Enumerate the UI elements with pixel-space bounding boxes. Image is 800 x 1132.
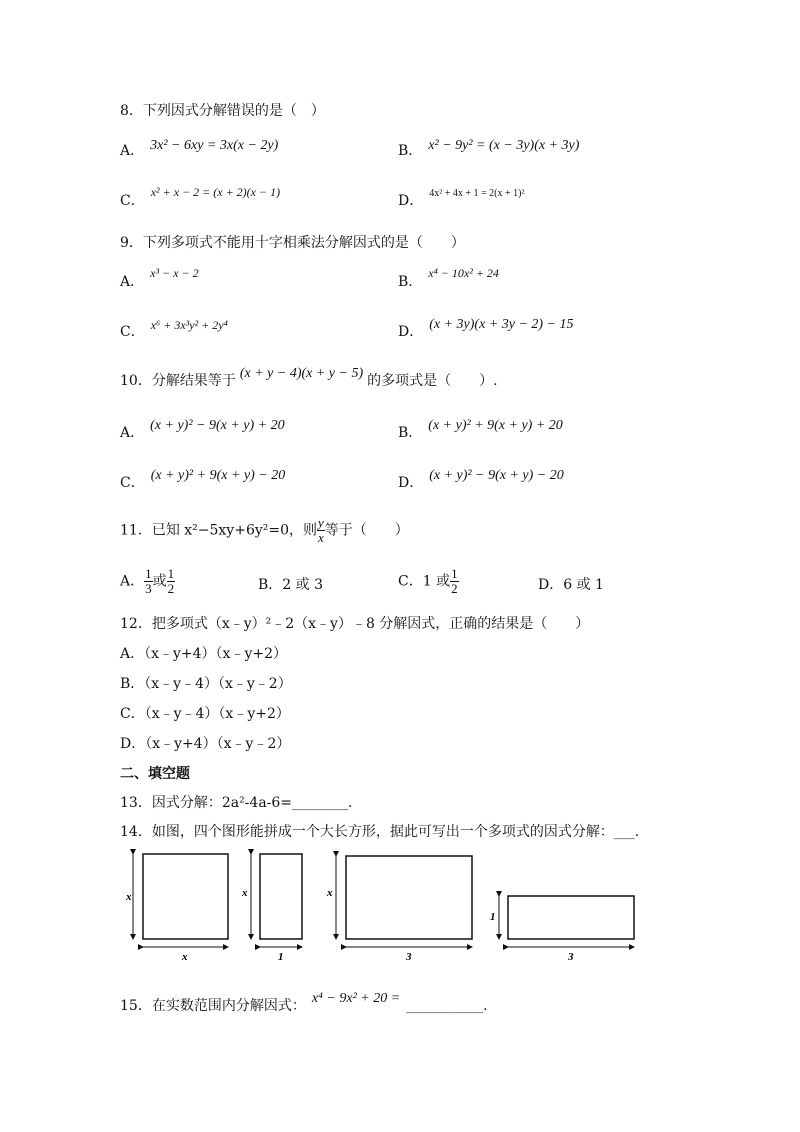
q11-option-a — [120, 567, 175, 596]
q15-text: 15．在实数范围内分解因式： — [120, 998, 306, 1014]
q12-option-c: C．（x﹣y﹣4）（x﹣y+2） — [120, 706, 290, 722]
shape-rect — [346, 856, 472, 939]
option-label: D． — [398, 475, 424, 491]
option-expr: (x + y)² + 9(x + y) − 20 — [150, 468, 286, 483]
q8-option-a — [120, 140, 278, 160]
q12-option-b: B．（x﹣y﹣4）（x﹣y﹣2） — [120, 676, 292, 692]
q12-option-a: A．（x﹣y+4）（x﹣y+2） — [120, 646, 287, 662]
dimension-label: 1 — [490, 911, 496, 923]
q11-stem — [120, 516, 409, 545]
shape-rect — [508, 896, 634, 939]
q15-stem — [120, 991, 488, 1015]
q11-fraction — [317, 516, 325, 545]
q11-option-d — [538, 574, 604, 594]
option-expr: x⁶ + 3x³y² + 2y⁴ — [150, 318, 228, 332]
dimension-label: x — [242, 887, 248, 899]
fraction — [144, 567, 153, 596]
figure-rect-x-1 — [241, 854, 302, 963]
fraction-numerator: 1 — [167, 566, 175, 581]
fraction-numerator: y — [318, 515, 324, 530]
figure-rect-1-3 — [490, 896, 634, 963]
q10-option-d — [398, 468, 564, 492]
section-title: 二、填空题 — [120, 766, 190, 782]
option-label: C． — [398, 573, 423, 590]
q9-option-b — [398, 266, 499, 291]
option-label: A． — [120, 425, 145, 441]
option-expr: 3x² − 6xy = 3x(x − 2y) — [150, 138, 279, 153]
q10-stem-suffix: 的多项式是（ ）. — [367, 373, 498, 389]
fraction-denominator: 2 — [167, 581, 175, 596]
fraction — [450, 567, 459, 596]
option-label: B． — [398, 143, 423, 159]
q10-option-c — [120, 468, 286, 492]
option-expr: x² − 9y² = (x − 3y)(x + 3y) — [428, 138, 580, 153]
option-joiner: 或 — [152, 573, 167, 590]
dimension-label: 3 — [406, 951, 412, 963]
dimension-label: x — [126, 891, 132, 903]
option-label: B． — [258, 577, 283, 593]
q9-option-d — [398, 317, 574, 341]
q11-option-c — [398, 567, 459, 596]
q10-stem — [120, 366, 498, 390]
option-text: 2 或 3 — [282, 577, 324, 593]
fraction — [167, 567, 176, 596]
option-label: B． — [398, 425, 423, 441]
q10-stem-prefix: 10．分解结果等于 — [120, 373, 236, 389]
q10-stem-expr: (x + y − 4)(x + y − 5) — [239, 366, 364, 381]
option-label: A． — [120, 573, 145, 590]
q8-option-b — [398, 140, 579, 160]
fraction-denominator: x — [318, 530, 324, 545]
q8-stem: 8．下列因式分解错误的是（ ） — [120, 103, 325, 119]
option-label: A． — [120, 274, 145, 290]
option-expr: (x + y)² + 9(x + y) + 20 — [428, 418, 563, 433]
figure-square-x-x — [125, 854, 228, 963]
fraction-numerator: 1 — [145, 566, 152, 581]
option-label: D． — [538, 577, 564, 593]
q11-stem-prefix: 11．已知 x²−5xy+6y²=0，则 — [120, 522, 318, 539]
shape-rect — [143, 854, 228, 939]
q9-option-a — [120, 266, 199, 291]
option-label: B． — [398, 274, 423, 290]
q9-stem: 9．下列多项式不能用十字相乘法分解因式的是（ ） — [120, 235, 465, 251]
q14-figures — [118, 846, 648, 966]
q12-option-d: D．（x﹣y+4）（x﹣y﹣2） — [120, 736, 291, 752]
q13-end: . — [348, 795, 353, 811]
option-label: D． — [398, 324, 424, 340]
option-label: C． — [120, 475, 145, 491]
q15-expr: x⁴ − 9x² + 20 = — [311, 991, 401, 1006]
shape-rect — [260, 854, 302, 939]
q10-option-b — [398, 418, 563, 442]
option-expr: (x + y)² − 9(x + y) − 20 — [429, 468, 564, 483]
dimension-label: 1 — [278, 951, 284, 963]
q13-text: 13．因式分解：2a²-4a-6= — [120, 795, 293, 811]
q11-stem-suffix: 等于（ ） — [324, 522, 409, 539]
dimension-label: x — [327, 887, 333, 899]
q12-stem: 12．把多项式（x﹣y）²﹣2（x﹣y）﹣8 分解因式，正确的结果是（ ） — [120, 616, 590, 632]
answer-blank[interactable]: ___________ — [406, 998, 484, 1014]
q8-option-c — [120, 185, 281, 210]
option-text: 1 或 — [422, 573, 451, 590]
option-label: D． — [398, 193, 424, 209]
q13-stem — [120, 792, 353, 812]
q10-option-a — [120, 418, 285, 442]
option-expr: x³ − x − 2 — [150, 266, 199, 280]
option-expr: (x + 3y)(x + 3y − 2) − 15 — [429, 317, 574, 332]
figure-rect-x-3 — [326, 856, 472, 963]
option-label: A． — [120, 143, 145, 159]
option-text: 6 或 1 — [563, 577, 604, 593]
option-label: C． — [120, 324, 145, 340]
q14-stem: 14．如图，四个图形能拼成一个大长方形，据此可写出一个多项式的因式分解：___. — [120, 824, 640, 840]
answer-blank[interactable]: ________ — [292, 795, 349, 811]
option-expr: x² + x − 2 = (x + 2)(x − 1) — [150, 185, 281, 199]
q15-end: . — [483, 998, 488, 1014]
fraction-numerator: 1 — [451, 566, 458, 581]
q8-option-d — [398, 190, 524, 210]
dimension-label: x — [182, 951, 188, 963]
fraction-denominator: 2 — [451, 581, 458, 596]
fraction-denominator: 3 — [145, 581, 152, 596]
q11-option-b — [258, 574, 323, 594]
option-label: C． — [120, 193, 145, 209]
dimension-label: 3 — [568, 951, 574, 963]
option-expr: (x + y)² − 9(x + y) + 20 — [150, 418, 285, 433]
option-expr: x⁴ − 10x² + 24 — [428, 266, 499, 280]
option-expr: 4x² + 4x + 1 = 2(x + 1)² — [429, 188, 525, 199]
q9-option-c — [120, 318, 228, 341]
